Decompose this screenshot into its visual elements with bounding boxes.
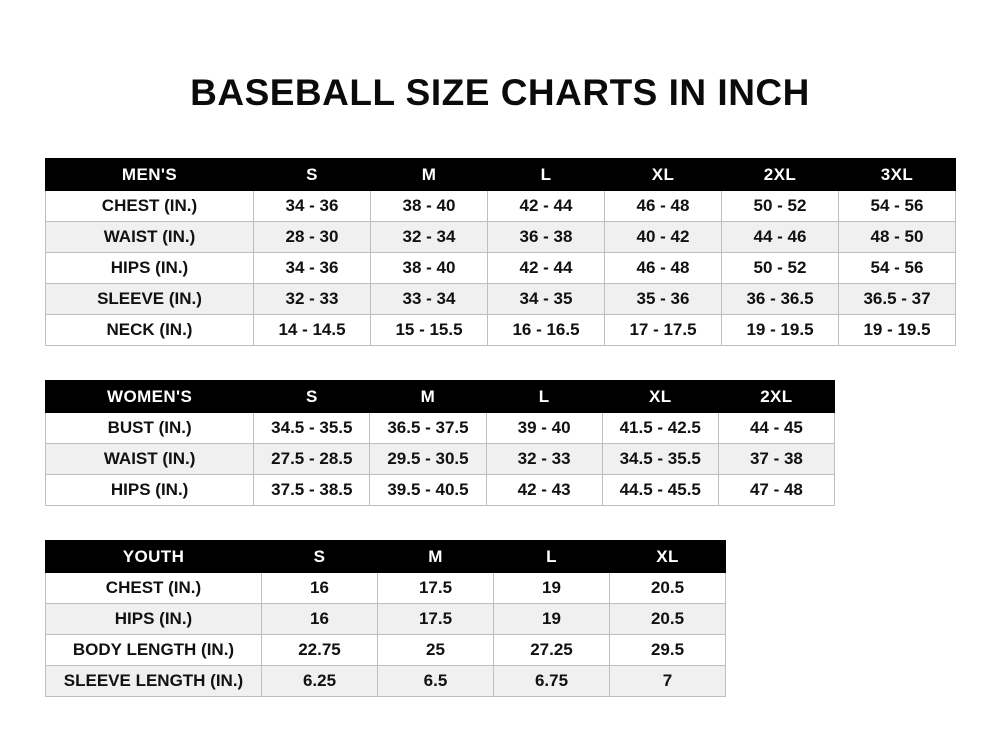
row-label: HIPS (IN.): [46, 253, 254, 284]
table-row: [46, 413, 835, 444]
row-label: BUST (IN.): [46, 413, 254, 444]
table-cell: 19: [494, 604, 610, 635]
table-cell: 36 - 36.5: [722, 284, 839, 315]
column-header: 2XL: [722, 159, 839, 191]
table-header-row: [46, 381, 835, 413]
table-cell: 6.5: [378, 666, 494, 697]
table-header-row: [46, 159, 956, 191]
table-row: [46, 475, 835, 506]
table-cell: 35 - 36: [605, 284, 722, 315]
table-cell: 34 - 36: [254, 191, 371, 222]
table-cell: 48 - 50: [839, 222, 956, 253]
page-title: BASEBALL SIZE CHARTS IN INCH: [190, 72, 810, 113]
table-cell: 17 - 17.5: [605, 315, 722, 346]
table-cell: 16: [262, 604, 378, 635]
column-header: L: [488, 159, 605, 191]
table-row: [46, 666, 726, 697]
table-row: [46, 284, 956, 315]
table-cell: 19 - 19.5: [722, 315, 839, 346]
table-cell: 17.5: [378, 573, 494, 604]
column-header: S: [254, 381, 370, 413]
table-cell: 47 - 48: [718, 475, 834, 506]
table-cell: 19 - 19.5: [839, 315, 956, 346]
table-cell: 29.5 - 30.5: [370, 444, 486, 475]
table-cell: 20.5: [610, 604, 726, 635]
column-header: WOMEN'S: [46, 381, 254, 413]
column-header: S: [262, 541, 378, 573]
column-header: YOUTH: [46, 541, 262, 573]
row-label: CHEST (IN.): [46, 191, 254, 222]
row-label: HIPS (IN.): [46, 604, 262, 635]
table-cell: 37.5 - 38.5: [254, 475, 370, 506]
table-cell: 54 - 56: [839, 191, 956, 222]
row-label: CHEST (IN.): [46, 573, 262, 604]
womens-table: [45, 380, 835, 506]
womens-size-chart: [0, 380, 1000, 506]
column-header: MEN'S: [46, 159, 254, 191]
table-cell: 42 - 44: [488, 253, 605, 284]
column-header: L: [486, 381, 602, 413]
table-cell: 19: [494, 573, 610, 604]
size-tables-container: [0, 158, 1000, 697]
table-row: [46, 315, 956, 346]
table-cell: 27.25: [494, 635, 610, 666]
table-cell: 22.75: [262, 635, 378, 666]
table-cell: 36.5 - 37.5: [370, 413, 486, 444]
youth-table: [45, 540, 726, 697]
table-cell: 17.5: [378, 604, 494, 635]
table-cell: 34 - 36: [254, 253, 371, 284]
table-cell: 32 - 34: [371, 222, 488, 253]
table-row: [46, 191, 956, 222]
table-row: [46, 222, 956, 253]
table-cell: 34.5 - 35.5: [602, 444, 718, 475]
youth-size-chart: [0, 540, 1000, 697]
table-header-row: [46, 541, 726, 573]
row-label: SLEEVE LENGTH (IN.): [46, 666, 262, 697]
row-label: HIPS (IN.): [46, 475, 254, 506]
column-header: XL: [602, 381, 718, 413]
table-row: [46, 573, 726, 604]
column-header: 3XL: [839, 159, 956, 191]
table-cell: 42 - 43: [486, 475, 602, 506]
table-cell: 50 - 52: [722, 191, 839, 222]
table-cell: 44 - 46: [722, 222, 839, 253]
column-header: M: [378, 541, 494, 573]
table-cell: 36.5 - 37: [839, 284, 956, 315]
table-cell: 39.5 - 40.5: [370, 475, 486, 506]
table-cell: 27.5 - 28.5: [254, 444, 370, 475]
table-row: [46, 635, 726, 666]
row-label: SLEEVE (IN.): [46, 284, 254, 315]
table-cell: 38 - 40: [371, 253, 488, 284]
table-cell: 39 - 40: [486, 413, 602, 444]
table-cell: 28 - 30: [254, 222, 371, 253]
column-header: M: [370, 381, 486, 413]
table-row: [46, 444, 835, 475]
table-cell: 6.75: [494, 666, 610, 697]
table-cell: 14 - 14.5: [254, 315, 371, 346]
table-cell: 29.5: [610, 635, 726, 666]
table-cell: 6.25: [262, 666, 378, 697]
row-label: BODY LENGTH (IN.): [46, 635, 262, 666]
mens-size-chart: [0, 158, 1000, 346]
row-label: WAIST (IN.): [46, 444, 254, 475]
table-cell: 20.5: [610, 573, 726, 604]
table-cell: 50 - 52: [722, 253, 839, 284]
table-cell: 44 - 45: [718, 413, 834, 444]
row-label: WAIST (IN.): [46, 222, 254, 253]
table-cell: 46 - 48: [605, 253, 722, 284]
table-row: [46, 253, 956, 284]
column-header: XL: [605, 159, 722, 191]
column-header: M: [371, 159, 488, 191]
row-label: NECK (IN.): [46, 315, 254, 346]
table-cell: 34.5 - 35.5: [254, 413, 370, 444]
table-cell: 16: [262, 573, 378, 604]
table-cell: 42 - 44: [488, 191, 605, 222]
table-cell: 46 - 48: [605, 191, 722, 222]
table-cell: 38 - 40: [371, 191, 488, 222]
table-cell: 32 - 33: [486, 444, 602, 475]
table-cell: 33 - 34: [371, 284, 488, 315]
table-cell: 41.5 - 42.5: [602, 413, 718, 444]
table-cell: 40 - 42: [605, 222, 722, 253]
table-cell: 36 - 38: [488, 222, 605, 253]
table-cell: 37 - 38: [718, 444, 834, 475]
table-cell: 54 - 56: [839, 253, 956, 284]
table-row: [46, 604, 726, 635]
mens-table: [45, 158, 956, 346]
column-header: XL: [610, 541, 726, 573]
table-cell: 32 - 33: [254, 284, 371, 315]
column-header: 2XL: [718, 381, 834, 413]
table-cell: 16 - 16.5: [488, 315, 605, 346]
table-cell: 34 - 35: [488, 284, 605, 315]
table-cell: 15 - 15.5: [371, 315, 488, 346]
table-cell: 25: [378, 635, 494, 666]
table-cell: 44.5 - 45.5: [602, 475, 718, 506]
column-header: S: [254, 159, 371, 191]
column-header: L: [494, 541, 610, 573]
table-cell: 7: [610, 666, 726, 697]
